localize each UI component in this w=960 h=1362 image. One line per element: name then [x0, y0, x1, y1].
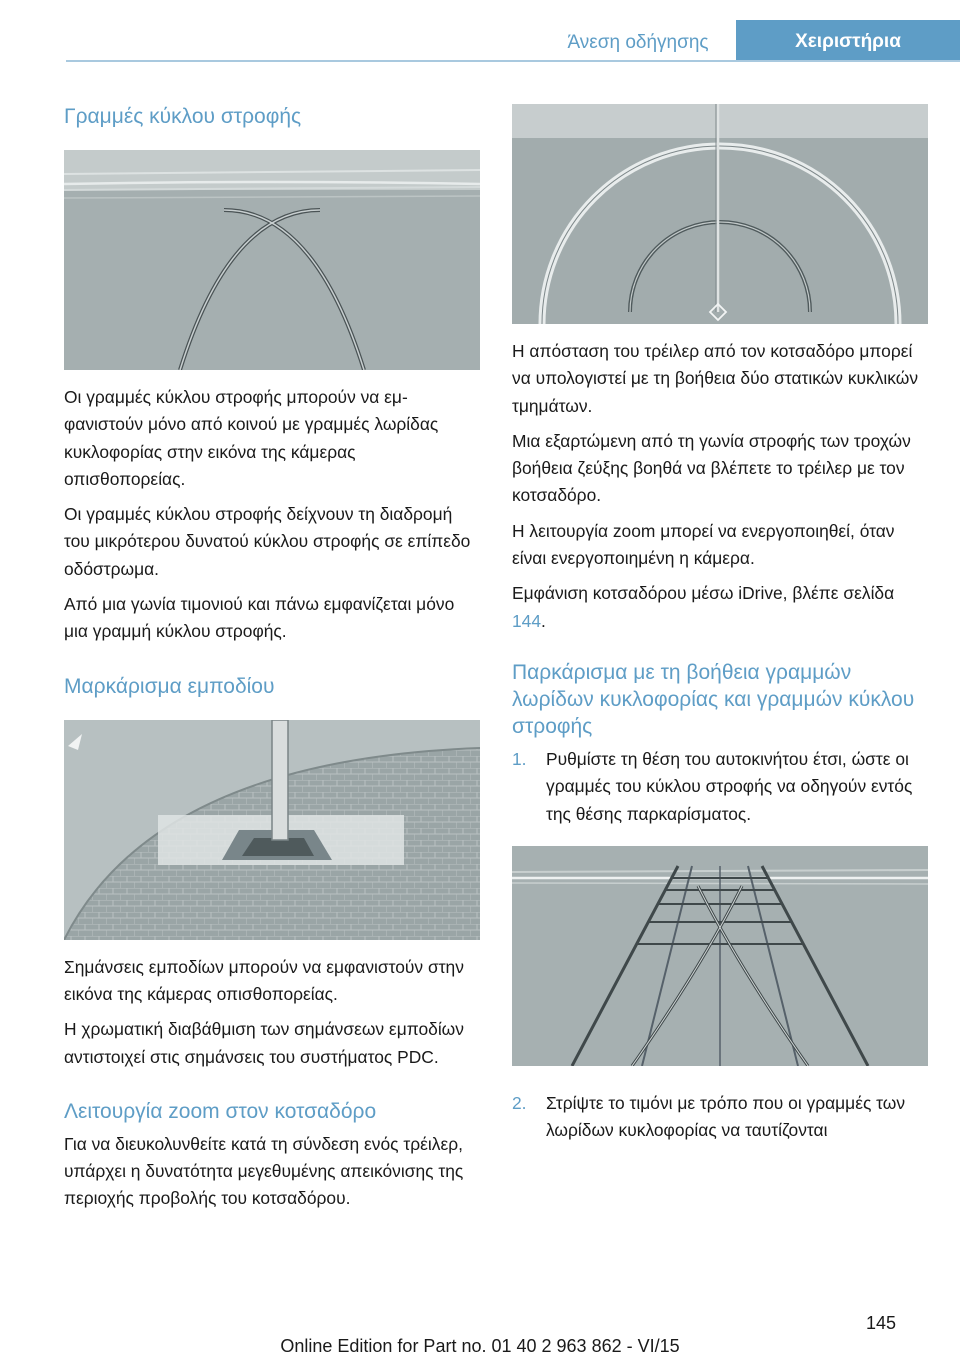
paragraph-turning-1: Οι γραμμές κύκλου στροφής μπορούν να εμφανιστούν μόνο από κοινού με γραμμές λωρίδας κυκλοφορίας στην εικόνα της κάμερας οπισθοπορείας. [64, 387, 439, 489]
paragraph-hitch-4-end: . [541, 610, 546, 631]
paragraph-hitch-1: Η απόσταση του τρέιλερ από τον κοτσαδόρο μπορεί να υπολογιστεί με τη βοήθεια δύο στατικών κυκλικών τμημάτων. [512, 341, 919, 416]
figure-parking-lines [512, 846, 928, 1066]
heading-hitch-zoom: Λειτουργία zoom στον κοτσαδόρο [64, 1099, 377, 1123]
heading-turning-circle: Γραμμές κύκλου στροφής [64, 105, 302, 128]
paragraph-hitch-3: Η λειτουργία zoom μπορεί να ενεργοποιηθεί, όταν είναι ενεργοποιημένη η κάμερα. [512, 520, 895, 569]
figure-obstacle-marking [64, 720, 480, 940]
step-text: Ρυθμίστε τη θέση του αυτοκινήτου έτσι, ώστε οι γραμμές του κύκλου στροφής να οδηγούν εντός της θέσης παρκαρίσματος. [546, 748, 913, 824]
paragraph-zoom-1: Για να διευκολυνθείτε κατά τη σύνδεση ενός τρέιλερ, υπάρχει η δυνατότητα μεγεθυμένης απεικόνισης της περιοχής προβολής του κοτσαδόρου. [64, 1133, 464, 1209]
header-rule [66, 60, 960, 62]
paragraph-turning-3: Από μια γωνία τιμονιού και πάνω εμφανίζεται μόνο μια γραμμή κύκλου στροφής. [64, 594, 455, 642]
step-number: 2. [512, 1092, 527, 1113]
step-text: Στρίψτε το τιμόνι με τρόπο που οι γραμμές των λωρίδων κυκλοφορίας να ταυτίζονται [546, 1092, 906, 1141]
right-column [512, 104, 928, 1156]
left-column [64, 104, 480, 1221]
steps-list [512, 746, 928, 828]
paragraph-turning-2: Οι γραμμές κύκλου στροφής δείχνουν τη διαδρομή του μικρότερου δυνατού κύκλου στροφής σε επίπεδο οδόστρωμα. [64, 504, 471, 579]
footer-edition: Online Edition for Part no. 01 40 2 963 862 - VI/15 [280, 1336, 680, 1356]
chapter-tab: Χειριστήρια [736, 20, 960, 62]
figure-turning-circle-lines [64, 150, 480, 370]
heading-parking-lines: Παρκάρισμα με τη βοήθεια γραμμών λωρίδων κυκλοφορίας και γραμμών κύκλου στροφής [512, 660, 915, 738]
page-number: 145 [865, 1313, 896, 1333]
list-item [512, 1090, 928, 1145]
paragraph-obstacle-1: Σημάνσεις εμποδίων μπορούν να εμφανιστούν στην εικόνα της κάμερας οπισθοπορείας. [64, 956, 464, 1004]
heading-obstacle-marking: Μαρκάρισμα εμποδίου [64, 674, 275, 698]
step-number: 1. [512, 748, 527, 769]
paragraph-hitch-2: Μια εξαρτώμενη από τη γωνία στροφής των τροχών βοήθεια ζεύξης βοηθά να βλέπετε το τρέιλερ με τον κοτσαδόρο. [512, 430, 911, 506]
paragraph-hitch-4-text: Εμφάνιση κοτσαδόρου μέσω iDrive, βλέπε σελίδα [512, 583, 895, 604]
figure-hitch-zoom [512, 104, 928, 324]
steps-list-continued [512, 1090, 928, 1145]
page-reference-link[interactable]: 144 [512, 610, 542, 631]
paragraph-obstacle-2: Η χρωματική διαβάθμιση των σημάνσεων εμποδίων αντιστοιχεί στις σημάνσεις του συστήματος PDC. [64, 1019, 464, 1067]
list-item [512, 746, 928, 828]
paragraph-hitch-4 [512, 580, 928, 635]
section-title: Άνεση οδήγησης [567, 32, 709, 53]
